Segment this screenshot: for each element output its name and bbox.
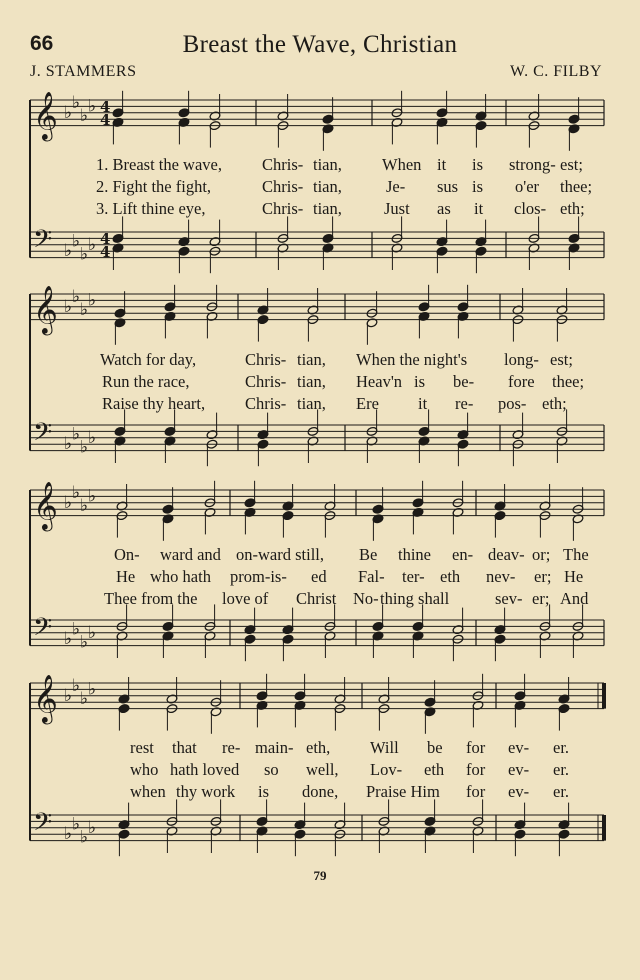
lyric-syllable: thy work [176, 782, 236, 801]
lyric-syllable: 3. Lift thine eye, [96, 199, 206, 218]
flat-sign-icon: ♭ [80, 632, 89, 653]
lyric-syllable: strong- [509, 155, 556, 174]
lyric-syllable: tian, [297, 372, 326, 391]
lyric-syllable: it [437, 155, 447, 174]
lyric-line [0, 589, 640, 611]
treble-clef-icon: 𝄞 [33, 284, 58, 334]
lyric-syllable: or; [532, 545, 551, 564]
lyric-syllable: Lov- [370, 760, 403, 779]
treble-clef-icon: 𝄞 [33, 673, 58, 723]
flat-sign-icon: ♭ [64, 824, 73, 845]
lyric-syllable: sev- [495, 589, 523, 608]
flat-sign-icon: ♭ [72, 814, 81, 835]
lyric-syllable: on-ward still, [236, 545, 324, 564]
lyric-syllable: thing shall [380, 589, 450, 608]
lyric-syllable: is [258, 782, 270, 801]
time-signature-numerator: 4 [100, 98, 111, 117]
flat-sign-icon: ♭ [72, 483, 81, 504]
lyric-syllable: as [437, 199, 451, 218]
lyric-syllable: for [466, 738, 486, 757]
flat-sign-icon: ♭ [88, 290, 97, 311]
lyric-syllable: so [264, 760, 279, 779]
flat-sign-icon: ♭ [72, 619, 81, 640]
lyric-syllable: 2. Fight the fight, [96, 177, 212, 196]
lyric-syllable: Christ [296, 589, 337, 608]
lyric-syllable: est; [550, 350, 573, 369]
lyric-syllable: be [427, 738, 443, 757]
flat-sign-icon: ♭ [88, 234, 97, 255]
hymn-number: 66 [30, 32, 54, 55]
lyric-syllable: o'er [515, 177, 540, 196]
lyric-syllable: ev- [508, 738, 530, 757]
lyric-syllable: deav- [488, 545, 525, 564]
flat-sign-icon: ♭ [72, 676, 81, 697]
flat-sign-icon: ♭ [80, 689, 89, 709]
lyric-syllable: Chris- [262, 155, 304, 174]
lyric-syllable: Be [359, 545, 378, 564]
lyric-syllable: rest [130, 738, 154, 757]
flat-sign-icon: ♭ [64, 434, 73, 455]
lyric-syllable: 1. Breast the wave, [96, 155, 222, 174]
lyric-syllable: when [130, 782, 166, 801]
lyric-syllable: Fal- [358, 567, 385, 586]
lyric-syllable: er; [534, 567, 552, 586]
lyric-syllable: He [564, 567, 584, 586]
page-number: 79 [313, 868, 327, 883]
lyric-syllable: er. [553, 738, 570, 757]
lyric-syllable: No- [353, 589, 379, 608]
lyric-syllable: who hath [150, 567, 211, 586]
lyric-syllable: is [472, 155, 484, 174]
lyric-line [0, 177, 640, 199]
lyric-syllable: en- [452, 545, 474, 564]
lyric-syllable: Ere [356, 394, 379, 413]
lyric-syllable: er. [553, 760, 570, 779]
lyric-syllable: Will [370, 738, 399, 757]
bass-clef-icon: 𝄢 [33, 808, 53, 844]
flat-sign-icon: ♭ [80, 827, 89, 848]
lyric-syllable: Chris- [245, 350, 287, 369]
lyric-syllable: tian, [297, 350, 326, 369]
lyric-syllable: eth [440, 567, 461, 586]
lyric-syllable: re- [455, 394, 474, 413]
bass-clef-icon: 𝄢 [33, 613, 53, 649]
lyric-syllable: The [563, 545, 589, 564]
lyric-syllable: Praise Him [366, 782, 440, 801]
treble-clef-icon: 𝄞 [33, 90, 58, 140]
lyric-syllable: Heav'n [356, 372, 403, 391]
time-signature-denominator: 4 [100, 110, 111, 129]
flat-sign-icon: ♭ [80, 496, 89, 516]
flat-sign-icon: ♭ [64, 296, 73, 317]
lyric-syllable: When [382, 155, 422, 174]
lyric-syllable: is [414, 372, 426, 391]
lyric-syllable: be- [453, 372, 475, 391]
lyric-line [0, 738, 640, 760]
flat-sign-icon: ♭ [72, 231, 81, 252]
flat-sign-icon: ♭ [72, 424, 81, 445]
lyric-syllable: thee; [560, 177, 593, 196]
lyric-syllable: er; [532, 589, 550, 608]
flat-sign-icon: ♭ [64, 685, 73, 706]
lyric-syllable: sus [437, 177, 459, 196]
lyric-syllable: Chris- [245, 394, 287, 413]
flat-sign-icon: ♭ [88, 817, 97, 838]
lyric-syllable: is [472, 177, 484, 196]
flat-sign-icon: ♭ [72, 93, 81, 114]
lyric-line [0, 350, 640, 372]
lyric-syllable: eth, [306, 738, 331, 757]
lyric-syllable: re- [222, 738, 241, 757]
flat-sign-icon: ♭ [80, 437, 89, 458]
lyric-syllable: that [172, 738, 197, 757]
lyric-syllable: ev- [508, 760, 530, 779]
lyric-line [0, 567, 640, 589]
flat-sign-icon: ♭ [72, 287, 81, 308]
lyric-syllable: long- [504, 350, 539, 369]
flat-sign-icon: ♭ [64, 629, 73, 650]
lyric-syllable: ward and [160, 545, 221, 564]
lyric-syllable: fore [508, 372, 535, 391]
lyric-line [0, 545, 640, 567]
flat-sign-icon: ♭ [64, 492, 73, 513]
lyric-syllable: for [466, 760, 486, 779]
lyric-syllable: When the night's [356, 350, 468, 369]
lyric-syllable: tian, [297, 394, 326, 413]
lyric-syllable: ter- [402, 567, 425, 586]
lyric-syllable: Chris- [262, 177, 304, 196]
lyric-syllable: eth; [542, 394, 567, 413]
lyric-syllable: clos- [514, 199, 547, 218]
flat-sign-icon: ♭ [64, 102, 73, 123]
lyric-syllable: ed [311, 567, 327, 586]
lyric-syllable: love of [222, 589, 269, 608]
lyric-syllable: main- [255, 738, 294, 757]
lyric-line [0, 372, 640, 394]
lyric-syllable: On- [114, 545, 140, 564]
lyric-syllable: Chris- [262, 199, 304, 218]
lyric-syllable: pos- [498, 394, 527, 413]
lyric-syllable: who [130, 760, 159, 779]
flat-sign-icon: ♭ [88, 679, 97, 700]
flat-sign-icon: ♭ [88, 427, 97, 448]
lyric-syllable: Run the race, [102, 372, 190, 391]
lyric-syllable: hath loved [170, 760, 240, 779]
lyric-syllable: prom-is- [230, 567, 287, 586]
flat-sign-icon: ♭ [88, 486, 97, 507]
lyric-syllable: And [560, 589, 589, 608]
lyric-syllable: nev- [486, 567, 516, 586]
treble-clef-icon: 𝄞 [33, 480, 58, 530]
lyric-syllable: ev- [508, 782, 530, 801]
flat-sign-icon: ♭ [80, 106, 89, 126]
lyric-syllable: eth; [560, 199, 585, 218]
time-signature-denominator: 4 [100, 242, 111, 261]
lyric-line [0, 199, 640, 221]
lyric-line [0, 782, 640, 804]
lyric-syllable: for [466, 782, 486, 801]
lyric-line [0, 760, 640, 782]
lyric-syllable: thine [398, 545, 431, 564]
lyric-syllable: Chris- [245, 372, 287, 391]
lyric-syllable: Je- [386, 177, 406, 196]
flat-sign-icon: ♭ [80, 244, 89, 265]
time-signature-numerator: 4 [100, 230, 111, 249]
lyric-line [0, 394, 640, 416]
lyric-line [0, 155, 640, 177]
lyric-syllable: He [116, 567, 136, 586]
lyric-syllable: tian, [313, 199, 342, 218]
lyric-syllable: thee; [552, 372, 585, 391]
lyric-syllable: Thee from the [104, 589, 198, 608]
lyric-syllable: tian, [313, 177, 342, 196]
lyric-syllable: tian, [313, 155, 342, 174]
bass-clef-icon: 𝄢 [33, 225, 53, 261]
lyric-syllable: er. [553, 782, 570, 801]
composer-credit: J. STAMMERS [30, 63, 137, 80]
lyric-syllable: well, [306, 760, 339, 779]
lyric-syllable: it [474, 199, 484, 218]
author-credit: W. C. FILBY [509, 63, 602, 80]
flat-sign-icon: ♭ [80, 300, 89, 320]
lyric-syllable: Raise thy heart, [102, 394, 206, 413]
lyric-syllable: Just [384, 199, 410, 218]
flat-sign-icon: ♭ [64, 241, 73, 262]
lyric-syllable: it [418, 394, 428, 413]
lyric-syllable: eth [424, 760, 445, 779]
hymn-title: Breast the Wave, Christian [182, 31, 458, 58]
lyric-syllable: Watch for day, [100, 350, 197, 369]
lyric-syllable: done, [302, 782, 339, 801]
flat-sign-icon: ♭ [88, 622, 97, 643]
lyric-syllable: est; [560, 155, 583, 174]
flat-sign-icon: ♭ [88, 96, 97, 117]
bass-clef-icon: 𝄢 [33, 418, 53, 454]
